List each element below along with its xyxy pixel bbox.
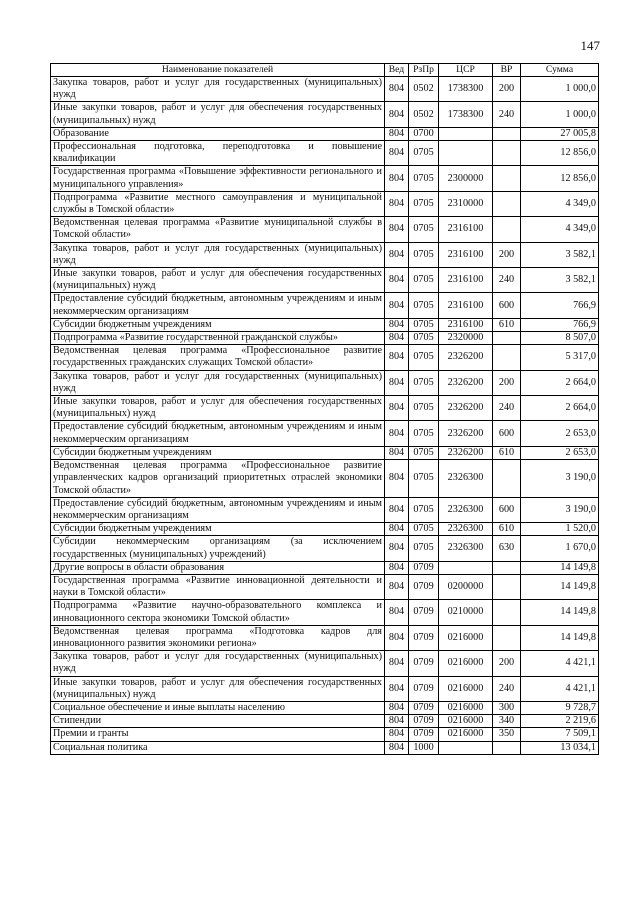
cell-name: Субсидии некоммерческим организациям (за исключением государственных (муниципальных) учреждений) — [51, 536, 385, 561]
cell-name: Иные закупки товаров, работ и услуг для обеспечения государственных (муниципальных) нужд — [51, 396, 385, 421]
cell-ved: 804 — [385, 625, 409, 650]
cell-vr — [493, 460, 521, 498]
table-row — [51, 446, 599, 459]
cell-csr: 2326300 — [439, 536, 493, 561]
cell-csr: 2316100 — [439, 217, 493, 242]
cell-vr: 600 — [493, 421, 521, 446]
cell-ved: 804 — [385, 741, 409, 754]
table-row — [51, 574, 599, 599]
cell-rzpr: 0705 — [409, 268, 439, 293]
table-row — [51, 676, 599, 701]
cell-ved: 804 — [385, 676, 409, 701]
header-ved: Вед — [385, 64, 409, 77]
cell-name: Премии и гранты — [51, 728, 385, 741]
table-row — [51, 561, 599, 574]
table-row — [51, 497, 599, 522]
cell-sum: 9 728,7 — [521, 701, 599, 714]
cell-csr — [439, 127, 493, 140]
cell-sum: 14 149,8 — [521, 574, 599, 599]
cell-rzpr: 0705 — [409, 332, 439, 345]
table-row — [51, 536, 599, 561]
cell-name: Закупка товаров, работ и услуг для государственных (муниципальных) нужд — [51, 242, 385, 267]
cell-sum: 14 149,8 — [521, 625, 599, 650]
cell-rzpr: 0709 — [409, 651, 439, 676]
cell-csr: 2326200 — [439, 396, 493, 421]
table-row — [51, 141, 599, 166]
cell-csr: 2316100 — [439, 293, 493, 318]
cell-ved: 804 — [385, 268, 409, 293]
cell-csr: 2316100 — [439, 318, 493, 331]
cell-csr: 2326300 — [439, 460, 493, 498]
table-row — [51, 396, 599, 421]
cell-vr: 240 — [493, 396, 521, 421]
cell-csr: 2326200 — [439, 370, 493, 395]
cell-rzpr: 0705 — [409, 191, 439, 216]
table-body — [51, 77, 599, 755]
cell-ved: 804 — [385, 600, 409, 625]
cell-name: Предоставление субсидий бюджетным, автономным учреждениям и иным некоммерческим организациям — [51, 293, 385, 318]
cell-sum: 3 582,1 — [521, 268, 599, 293]
cell-rzpr: 0705 — [409, 141, 439, 166]
cell-ved: 804 — [385, 127, 409, 140]
table-row — [51, 728, 599, 741]
cell-vr: 600 — [493, 293, 521, 318]
cell-sum: 4 421,1 — [521, 651, 599, 676]
cell-sum: 8 507,0 — [521, 332, 599, 345]
cell-ved: 804 — [385, 728, 409, 741]
cell-csr: 2326300 — [439, 497, 493, 522]
cell-name: Профессиональная подготовка, переподготовка и повышение квалификации — [51, 141, 385, 166]
table-row — [51, 600, 599, 625]
table-row — [51, 460, 599, 498]
cell-sum: 766,9 — [521, 318, 599, 331]
cell-sum: 4 349,0 — [521, 217, 599, 242]
cell-sum: 4 421,1 — [521, 676, 599, 701]
cell-ved: 804 — [385, 497, 409, 522]
cell-csr: 2326300 — [439, 523, 493, 536]
cell-ved: 804 — [385, 293, 409, 318]
cell-sum: 3 582,1 — [521, 242, 599, 267]
cell-sum: 1 000,0 — [521, 102, 599, 127]
cell-ved: 804 — [385, 77, 409, 102]
page-number: 147 — [580, 38, 600, 53]
cell-vr: 630 — [493, 536, 521, 561]
cell-rzpr: 0709 — [409, 728, 439, 741]
cell-vr: 350 — [493, 728, 521, 741]
cell-name: Закупка товаров, работ и услуг для государственных (муниципальных) нужд — [51, 370, 385, 395]
cell-sum: 12 856,0 — [521, 141, 599, 166]
cell-name: Субсидии бюджетным учреждениям — [51, 318, 385, 331]
header-sum: Сумма — [521, 64, 599, 77]
table-row — [51, 701, 599, 714]
cell-csr: 0216000 — [439, 728, 493, 741]
cell-vr: 200 — [493, 242, 521, 267]
cell-csr — [439, 741, 493, 754]
table-row — [51, 127, 599, 140]
cell-sum: 7 509,1 — [521, 728, 599, 741]
cell-vr: 340 — [493, 715, 521, 728]
cell-name: Закупка товаров, работ и услуг для государственных (муниципальных) нужд — [51, 651, 385, 676]
header-csr: ЦСР — [439, 64, 493, 77]
cell-ved: 804 — [385, 242, 409, 267]
cell-csr: 0216000 — [439, 701, 493, 714]
cell-rzpr: 0502 — [409, 77, 439, 102]
cell-ved: 804 — [385, 651, 409, 676]
cell-vr: 300 — [493, 701, 521, 714]
header-vr: ВР — [493, 64, 521, 77]
cell-csr: 0216000 — [439, 625, 493, 650]
cell-rzpr: 0709 — [409, 561, 439, 574]
cell-vr — [493, 625, 521, 650]
cell-csr: 0216000 — [439, 676, 493, 701]
cell-csr: 2316100 — [439, 268, 493, 293]
cell-ved: 804 — [385, 574, 409, 599]
cell-csr: 1738300 — [439, 77, 493, 102]
table-row — [51, 345, 599, 370]
cell-csr: 2326200 — [439, 345, 493, 370]
table-row — [51, 625, 599, 650]
table-row — [51, 370, 599, 395]
table-row — [51, 715, 599, 728]
cell-vr — [493, 741, 521, 754]
cell-name: Субсидии бюджетным учреждениям — [51, 446, 385, 459]
cell-vr — [493, 191, 521, 216]
cell-vr — [493, 166, 521, 191]
cell-vr: 200 — [493, 370, 521, 395]
cell-sum: 4 349,0 — [521, 191, 599, 216]
cell-name: Иные закупки товаров, работ и услуг для обеспечения государственных (муниципальных) нужд — [51, 676, 385, 701]
cell-name: Подпрограмма «Развитие местного самоуправления и муниципальной службы в Томской области» — [51, 191, 385, 216]
cell-rzpr: 0705 — [409, 166, 439, 191]
cell-rzpr: 1000 — [409, 741, 439, 754]
cell-sum: 5 317,0 — [521, 345, 599, 370]
cell-rzpr: 0705 — [409, 446, 439, 459]
cell-name: Социальная политика — [51, 741, 385, 754]
header-name: Наименование показателей — [51, 64, 385, 77]
cell-sum: 27 005,8 — [521, 127, 599, 140]
cell-csr: 1738300 — [439, 102, 493, 127]
table-row — [51, 102, 599, 127]
cell-sum: 1 000,0 — [521, 77, 599, 102]
table-row — [51, 741, 599, 754]
cell-name: Ведомственная целевая программа «Подготовка кадров для инновационного развития экономики региона» — [51, 625, 385, 650]
cell-sum: 14 149,8 — [521, 600, 599, 625]
cell-csr — [439, 141, 493, 166]
cell-name: Государственная программа «Развитие инновационной деятельности и науки в Томской области» — [51, 574, 385, 599]
cell-vr: 610 — [493, 523, 521, 536]
cell-csr: 0216000 — [439, 651, 493, 676]
cell-ved: 804 — [385, 561, 409, 574]
table-row — [51, 651, 599, 676]
cell-name: Другие вопросы в области образования — [51, 561, 385, 574]
cell-sum: 3 190,0 — [521, 460, 599, 498]
cell-sum: 2 664,0 — [521, 396, 599, 421]
cell-sum: 14 149,8 — [521, 561, 599, 574]
cell-ved: 804 — [385, 141, 409, 166]
cell-rzpr: 0705 — [409, 242, 439, 267]
cell-name: Закупка товаров, работ и услуг для государственных (муниципальных) нужд — [51, 77, 385, 102]
cell-name: Социальное обеспечение и иные выплаты населению — [51, 701, 385, 714]
cell-name: Стипендии — [51, 715, 385, 728]
cell-name: Образование — [51, 127, 385, 140]
cell-ved: 804 — [385, 191, 409, 216]
cell-csr: 2326200 — [439, 446, 493, 459]
cell-vr: 240 — [493, 268, 521, 293]
cell-csr: 2320000 — [439, 332, 493, 345]
table-row — [51, 217, 599, 242]
cell-rzpr: 0709 — [409, 715, 439, 728]
cell-ved: 804 — [385, 446, 409, 459]
cell-vr: 610 — [493, 318, 521, 331]
cell-ved: 804 — [385, 701, 409, 714]
cell-rzpr: 0705 — [409, 497, 439, 522]
cell-ved: 804 — [385, 715, 409, 728]
cell-ved: 804 — [385, 166, 409, 191]
cell-rzpr: 0705 — [409, 370, 439, 395]
table-row — [51, 191, 599, 216]
cell-vr — [493, 574, 521, 599]
cell-ved: 804 — [385, 421, 409, 446]
cell-vr — [493, 600, 521, 625]
cell-rzpr: 0705 — [409, 523, 439, 536]
table-row — [51, 293, 599, 318]
cell-name: Ведомственная целевая программа «Развитие муниципальной службы в Томской области» — [51, 217, 385, 242]
cell-rzpr: 0705 — [409, 396, 439, 421]
table-row — [51, 242, 599, 267]
cell-rzpr: 0709 — [409, 625, 439, 650]
cell-csr: 0210000 — [439, 600, 493, 625]
cell-rzpr: 0705 — [409, 460, 439, 498]
cell-name: Подпрограмма «Развитие научно-образовательного комплекса и инновационного сектора экономики Томской области» — [51, 600, 385, 625]
cell-csr: 2326200 — [439, 421, 493, 446]
cell-vr: 240 — [493, 676, 521, 701]
cell-rzpr: 0705 — [409, 345, 439, 370]
cell-ved: 804 — [385, 460, 409, 498]
cell-vr: 610 — [493, 446, 521, 459]
cell-vr: 200 — [493, 651, 521, 676]
cell-name: Предоставление субсидий бюджетным, автономным учреждениям и иным некоммерческим организациям — [51, 497, 385, 522]
table-row — [51, 268, 599, 293]
cell-name: Ведомственная целевая программа «Профессиональное развитие государственных гражданских служащих Томской области» — [51, 345, 385, 370]
cell-sum: 1 520,0 — [521, 523, 599, 536]
cell-ved: 804 — [385, 536, 409, 561]
budget-table — [50, 63, 599, 755]
cell-rzpr: 0705 — [409, 318, 439, 331]
cell-name: Предоставление субсидий бюджетным, автономным учреждениям и иным некоммерческим организациям — [51, 421, 385, 446]
header-rzpr: РзПр — [409, 64, 439, 77]
cell-name: Субсидии бюджетным учреждениям — [51, 523, 385, 536]
cell-ved: 804 — [385, 396, 409, 421]
cell-csr — [439, 561, 493, 574]
cell-vr — [493, 345, 521, 370]
cell-ved: 804 — [385, 370, 409, 395]
cell-ved: 804 — [385, 102, 409, 127]
cell-vr — [493, 561, 521, 574]
cell-vr — [493, 332, 521, 345]
cell-name: Государственная программа «Повышение эффективности регионального и муниципального управления» — [51, 166, 385, 191]
cell-sum: 2 664,0 — [521, 370, 599, 395]
cell-csr: 2300000 — [439, 166, 493, 191]
cell-vr — [493, 141, 521, 166]
cell-vr: 240 — [493, 102, 521, 127]
cell-sum: 766,9 — [521, 293, 599, 318]
cell-csr: 2310000 — [439, 191, 493, 216]
cell-sum: 3 190,0 — [521, 497, 599, 522]
table-row — [51, 332, 599, 345]
cell-name: Подпрограмма «Развитие государственной гражданской службы» — [51, 332, 385, 345]
cell-sum: 13 034,1 — [521, 741, 599, 754]
cell-rzpr: 0705 — [409, 421, 439, 446]
cell-rzpr: 0709 — [409, 574, 439, 599]
cell-rzpr: 0709 — [409, 701, 439, 714]
table-row — [51, 523, 599, 536]
cell-vr — [493, 127, 521, 140]
cell-csr: 0216000 — [439, 715, 493, 728]
cell-name: Ведомственная целевая программа «Профессиональное развитие управленческих кадров организаций приоритетных отраслей экономики Томской области» — [51, 460, 385, 498]
cell-csr: 0200000 — [439, 574, 493, 599]
cell-rzpr: 0705 — [409, 293, 439, 318]
cell-ved: 804 — [385, 318, 409, 331]
table-row — [51, 77, 599, 102]
cell-vr — [493, 217, 521, 242]
cell-name: Иные закупки товаров, работ и услуг для обеспечения государственных (муниципальных) нужд — [51, 102, 385, 127]
cell-rzpr: 0709 — [409, 676, 439, 701]
table-header-row — [51, 64, 599, 77]
cell-name: Иные закупки товаров, работ и услуг для обеспечения государственных (муниципальных) нужд — [51, 268, 385, 293]
cell-rzpr: 0705 — [409, 536, 439, 561]
cell-rzpr: 0700 — [409, 127, 439, 140]
cell-vr: 600 — [493, 497, 521, 522]
cell-rzpr: 0709 — [409, 600, 439, 625]
table-row — [51, 421, 599, 446]
cell-sum: 2 653,0 — [521, 421, 599, 446]
cell-sum: 2 219,6 — [521, 715, 599, 728]
cell-rzpr: 0705 — [409, 217, 439, 242]
cell-sum: 12 856,0 — [521, 166, 599, 191]
cell-vr: 200 — [493, 77, 521, 102]
table-row — [51, 318, 599, 331]
cell-csr: 2316100 — [439, 242, 493, 267]
table-row — [51, 166, 599, 191]
cell-sum: 1 670,0 — [521, 536, 599, 561]
cell-ved: 804 — [385, 345, 409, 370]
cell-ved: 804 — [385, 332, 409, 345]
cell-sum: 2 653,0 — [521, 446, 599, 459]
cell-ved: 804 — [385, 523, 409, 536]
cell-rzpr: 0502 — [409, 102, 439, 127]
cell-ved: 804 — [385, 217, 409, 242]
